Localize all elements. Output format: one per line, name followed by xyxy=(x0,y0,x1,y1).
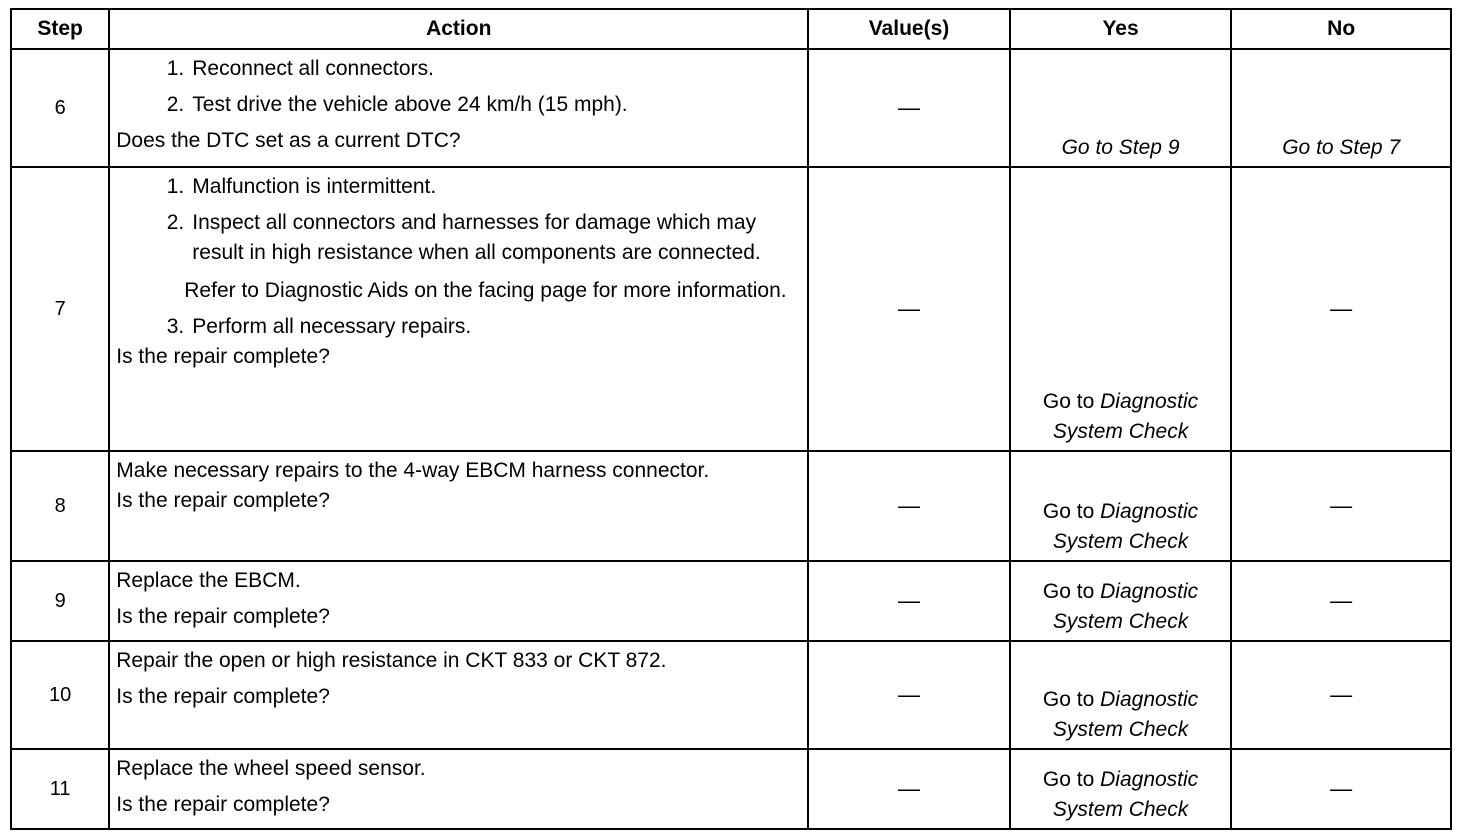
action-cell xyxy=(109,749,808,829)
value-cell: — xyxy=(808,49,1010,167)
value-cell: — xyxy=(808,641,1010,749)
action-cell xyxy=(109,49,808,167)
action-question: Is the repair complete? xyxy=(116,489,330,512)
action-question: Is the repair complete? xyxy=(116,685,330,708)
action-question: Is the repair complete? xyxy=(116,793,330,816)
action-cell xyxy=(109,451,808,561)
action-item: 1. Reconnect all connectors. xyxy=(166,57,434,80)
action-cell xyxy=(109,561,808,641)
action-text: Make necessary repairs to the 4-way EBCM harness connector. xyxy=(116,459,710,482)
action-item: 2. Test drive the vehicle above 24 km/h (15 mph). xyxy=(166,93,628,116)
table-row xyxy=(11,641,1451,749)
no-link[interactable]: Go to Step 7 xyxy=(1282,136,1401,159)
no-cell: — xyxy=(1231,451,1451,561)
value-cell: — xyxy=(808,561,1010,641)
action-question: Does the DTC set as a current DTC? xyxy=(116,129,461,152)
action-cell xyxy=(109,167,808,451)
no-cell: — xyxy=(1231,167,1451,451)
table-row xyxy=(11,561,1451,641)
diagnostic-table xyxy=(10,8,1452,830)
action-cell xyxy=(109,641,808,749)
action-item: 1. Malfunction is intermittent. xyxy=(166,175,437,198)
step-number: 7 xyxy=(11,167,109,451)
action-question: Is the repair complete? xyxy=(116,345,330,368)
no-cell: — xyxy=(1231,749,1451,829)
value-cell: — xyxy=(808,167,1010,451)
step-number: 9 xyxy=(11,561,109,641)
no-cell: — xyxy=(1231,641,1451,749)
yes-cell xyxy=(1010,49,1232,167)
step-number: 10 xyxy=(11,641,109,749)
yes-cell xyxy=(1010,561,1232,641)
table-row xyxy=(11,49,1451,167)
yes-cell xyxy=(1010,641,1232,749)
yes-link[interactable]: Go to Diagnostic System Check xyxy=(1042,688,1199,741)
no-cell: — xyxy=(1231,561,1451,641)
header-row xyxy=(11,9,1451,49)
step-number: 11 xyxy=(11,749,109,829)
yes-link[interactable]: Go to Diagnostic System Check xyxy=(1042,500,1199,553)
yes-link[interactable]: Go to Diagnostic System Check xyxy=(1042,768,1199,821)
action-text: Replace the EBCM. xyxy=(116,569,301,592)
yes-cell xyxy=(1010,749,1232,829)
yes-link[interactable]: Go to Diagnostic System Check xyxy=(1042,390,1199,443)
header-step: Step xyxy=(11,9,109,49)
yes-link[interactable]: Go to Diagnostic System Check xyxy=(1042,580,1199,633)
action-question: Is the repair complete? xyxy=(116,605,330,628)
action-item: 3. Perform all necessary repairs. xyxy=(166,315,472,338)
header-values: Value(s) xyxy=(808,9,1010,49)
header-yes: Yes xyxy=(1010,9,1232,49)
value-cell: — xyxy=(808,749,1010,829)
action-text: Replace the wheel speed sensor. xyxy=(116,757,426,780)
table-row xyxy=(11,451,1451,561)
yes-link[interactable]: Go to Step 9 xyxy=(1061,136,1180,159)
table-row xyxy=(11,167,1451,451)
yes-cell xyxy=(1010,451,1232,561)
action-item: 2. Inspect all connectors and harnesses for damage which may result in high resistance when all components are connected. xyxy=(166,211,761,264)
action-note: Refer to Diagnostic Aids on the facing page for more information. xyxy=(184,279,787,302)
step-number: 6 xyxy=(11,49,109,167)
no-cell xyxy=(1231,49,1451,167)
yes-cell xyxy=(1010,167,1232,451)
action-text: Repair the open or high resistance in CKT 833 or CKT 872. xyxy=(116,649,667,672)
table-row xyxy=(11,749,1451,829)
header-no: No xyxy=(1231,9,1451,49)
value-cell: — xyxy=(808,451,1010,561)
header-action: Action xyxy=(109,9,808,49)
step-number: 8 xyxy=(11,451,109,561)
